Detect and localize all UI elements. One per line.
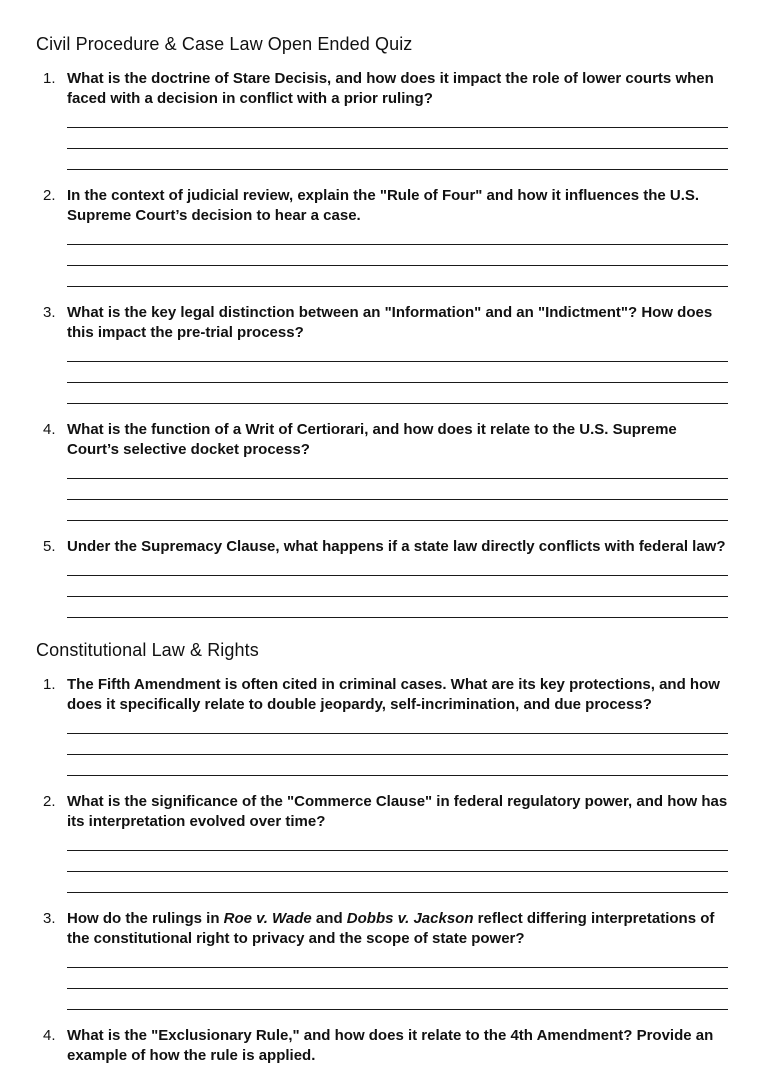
question-text xyxy=(67,675,732,715)
answer-line[interactable] xyxy=(67,231,728,245)
question-number: 4. xyxy=(43,421,56,438)
answer-line[interactable] xyxy=(67,500,728,521)
question-text-part: What is the "Exclusionary Rule," and how does it relate to the 4th Amendment? Provide an example of how the rule is applied. xyxy=(67,1027,714,1064)
answer-lines[interactable] xyxy=(67,348,732,404)
question-text-part: Under the Supremacy Clause, what happens if a state law directly conflicts with federal law? xyxy=(67,538,726,555)
question-text xyxy=(67,1026,732,1066)
answer-line[interactable] xyxy=(67,266,728,287)
answer-lines[interactable] xyxy=(67,231,732,287)
question-number: 1. xyxy=(43,70,56,87)
answer-line[interactable] xyxy=(67,128,728,149)
answer-lines[interactable] xyxy=(67,720,732,776)
answer-line[interactable] xyxy=(67,954,728,968)
question-item xyxy=(36,675,732,776)
question-number: 2. xyxy=(43,187,56,204)
question-item xyxy=(36,303,732,404)
answer-line[interactable] xyxy=(67,734,728,755)
answer-line[interactable] xyxy=(67,597,728,618)
question-text-part: reflect differing interpretations of the constitutional right to privacy and the scope of state power? xyxy=(67,910,715,947)
question-text-part: What is the function of a Writ of Certiorari, and how does it relate to the U.S. Supreme Court’s selective docket process? xyxy=(67,421,677,458)
question-text xyxy=(67,186,732,226)
question-text xyxy=(67,909,732,949)
answer-line[interactable] xyxy=(67,968,728,989)
answer-line[interactable] xyxy=(67,383,728,404)
answer-lines[interactable] xyxy=(67,465,732,521)
answer-line[interactable] xyxy=(67,562,728,576)
question-item xyxy=(36,909,732,1010)
answer-lines[interactable] xyxy=(67,837,732,893)
section-title: Constitutional Law & Rights xyxy=(36,640,259,660)
question-text-part: and xyxy=(311,910,347,927)
answer-line[interactable] xyxy=(67,245,728,266)
question-item xyxy=(36,69,732,170)
section-civil-procedure xyxy=(36,30,732,618)
answer-line[interactable] xyxy=(67,989,728,1010)
answer-line[interactable] xyxy=(67,851,728,872)
answer-line[interactable] xyxy=(67,872,728,893)
question-number: 3. xyxy=(43,910,56,927)
answer-lines[interactable] xyxy=(67,562,732,618)
section-constitutional-law xyxy=(36,636,732,1066)
section-title: Civil Procedure & Case Law Open Ended Quiz xyxy=(36,34,413,54)
question-text xyxy=(67,792,732,832)
answer-line[interactable] xyxy=(67,755,728,776)
question-number: 4. xyxy=(43,1027,56,1044)
answer-line[interactable] xyxy=(67,348,728,362)
case-name-dobbs-v-jackson: Dobbs v. Jackson xyxy=(346,910,474,927)
question-text-part: What is the doctrine of Stare Decisis, and how does it impact the role of lower courts when faced with a decision in conflict with a prior ruling? xyxy=(67,70,714,107)
question-list xyxy=(36,675,732,1066)
question-item xyxy=(36,420,732,521)
answer-line[interactable] xyxy=(67,720,728,734)
case-name-roe-v-wade: Roe v. Wade xyxy=(223,910,312,927)
question-number: 2. xyxy=(43,793,56,810)
question-number: 3. xyxy=(43,304,56,321)
question-text xyxy=(67,537,732,557)
question-item xyxy=(36,792,732,893)
quiz-page xyxy=(36,30,732,1066)
question-text-part: In the context of judicial review, explain the "Rule of Four" and how it influences the U.S. Supreme Court’s decision to hear a case. xyxy=(67,187,700,224)
question-item xyxy=(36,186,732,287)
answer-line[interactable] xyxy=(67,114,728,128)
question-text xyxy=(67,303,732,343)
question-number: 1. xyxy=(43,676,56,693)
answer-line[interactable] xyxy=(67,837,728,851)
question-text-part: The Fifth Amendment is often cited in criminal cases. What are its key protections, and how does it specifically relate to double jeopardy, self-incrimination, and due process? xyxy=(67,676,720,713)
question-text xyxy=(67,420,732,460)
question-text-part: What is the significance of the "Commerce Clause" in federal regulatory power, and how has its interpretation evolved over time? xyxy=(67,793,728,830)
question-text xyxy=(67,69,732,109)
answer-lines[interactable] xyxy=(67,114,732,170)
question-list xyxy=(36,69,732,618)
answer-line[interactable] xyxy=(67,362,728,383)
answer-line[interactable] xyxy=(67,149,728,170)
question-number: 5. xyxy=(43,538,56,555)
answer-line[interactable] xyxy=(67,576,728,597)
question-item xyxy=(36,1026,732,1066)
question-item xyxy=(36,537,732,618)
question-text-part: How do the rulings in xyxy=(67,910,224,927)
answer-line[interactable] xyxy=(67,465,728,479)
question-text-part: What is the key legal distinction between an "Information" and an "Indictment"? How does this impact the pre-trial process? xyxy=(67,304,713,341)
answer-lines[interactable] xyxy=(67,954,732,1010)
answer-line[interactable] xyxy=(67,479,728,500)
